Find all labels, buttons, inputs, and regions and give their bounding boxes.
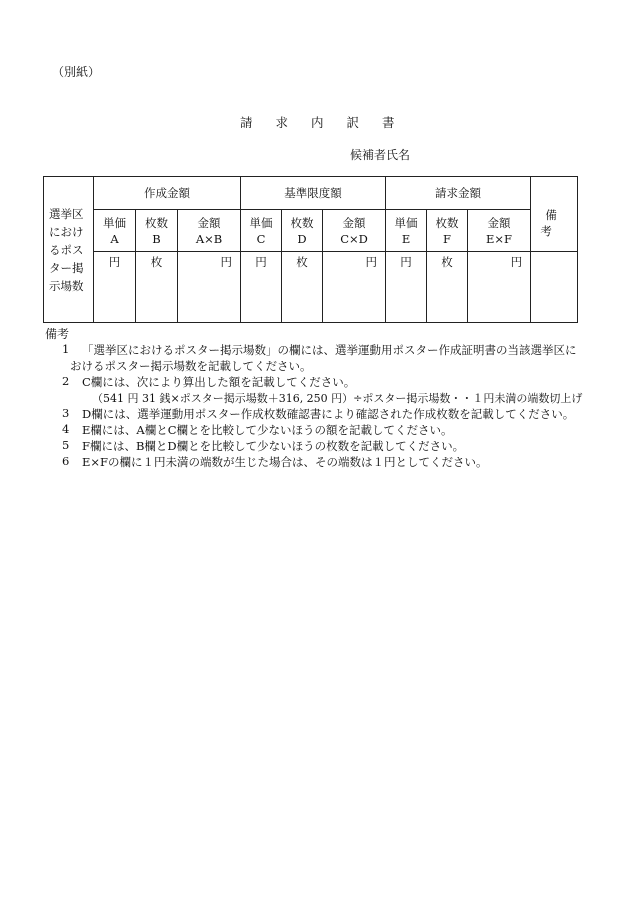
subheader-amount-cxd: 金額 C×D xyxy=(323,210,386,252)
candidate-name-label: 候補者氏名 xyxy=(350,148,411,162)
amount-exf-cell[interactable]: 円 xyxy=(468,252,531,323)
page-title: 請求内訳書 xyxy=(240,115,418,130)
note-number: 6 xyxy=(62,454,70,468)
subheader-unit-price-e: 単価 E xyxy=(386,210,427,252)
unit-price-e-cell[interactable]: 円 xyxy=(386,252,427,323)
note-3-line-1: D欄には、選挙運動用ポスター作成枚数確認書により確認された作成枚数を記載してください。 xyxy=(82,407,575,421)
row-label-line: 示場数 xyxy=(49,278,84,293)
table-group-header-row xyxy=(44,177,578,210)
note-number: 3 xyxy=(62,406,70,420)
subheader-count-f: 枚数 F xyxy=(427,210,468,252)
count-d-cell[interactable]: 枚 xyxy=(282,252,323,323)
table-subheader-row xyxy=(44,210,578,252)
note-4-line-1: E欄には、A欄とC欄とを比較して少ないほうの額を記載してください。 xyxy=(82,423,453,437)
row-label-line: ター掲 xyxy=(49,260,84,275)
amount-cxd-cell[interactable]: 円 xyxy=(323,252,386,323)
note-2-line-1: C欄には、次により算出した額を記載してください。 xyxy=(82,375,356,389)
note-number: 2 xyxy=(62,374,70,388)
remarks-header-cell: 備考 xyxy=(531,177,578,252)
unit-price-c-cell[interactable]: 円 xyxy=(241,252,282,323)
row-label-line: におけ xyxy=(49,224,84,239)
note-2-formula: （541 円 31 銭×ポスター掲示場数＋316, 250 円）÷ポスター掲示場数・・１円未満の端数切上げ xyxy=(92,392,583,405)
count-b-cell[interactable]: 枚 xyxy=(136,252,178,323)
poster-site-count-label-cell xyxy=(44,177,94,323)
notes-heading: 備考 xyxy=(45,327,70,341)
group-header-production-amount: 作成金額 xyxy=(94,177,241,210)
remarks-cell[interactable] xyxy=(531,252,578,323)
subheader-amount-exf: 金額 E×F xyxy=(468,210,531,252)
amount-axb-cell[interactable]: 円 xyxy=(178,252,241,323)
table-row xyxy=(44,252,578,323)
note-6-line-1: E×Fの欄に１円未満の端数が生じた場合は、その端数は１円としてください。 xyxy=(82,455,488,469)
subheader-amount-axb: 金額 A×B xyxy=(178,210,241,252)
claim-breakdown-table xyxy=(43,176,578,323)
note-number: 4 xyxy=(62,422,70,436)
row-label-line: 選挙区 xyxy=(49,206,84,221)
note-5-line-1: F欄には、B欄とD欄とを比較して少ないほうの枚数を記載してください。 xyxy=(82,439,465,453)
row-label-line: るポス xyxy=(49,242,84,257)
count-f-cell[interactable]: 枚 xyxy=(427,252,468,323)
note-number: 1 xyxy=(62,342,70,356)
note-1-line-2: おけるポスター掲示場数を記載してください。 xyxy=(70,359,312,373)
subheader-unit-price-c: 単価 C xyxy=(241,210,282,252)
group-header-standard-limit: 基準限度額 xyxy=(241,177,386,210)
subheader-count-d: 枚数 D xyxy=(282,210,323,252)
note-1-line-1: 「選挙区におけるポスター掲示場数」の欄には、選挙運動用ポスター作成証明書の当該選挙区に xyxy=(82,343,577,357)
group-header-claim-amount: 請求金額 xyxy=(386,177,531,210)
unit-price-a-cell[interactable]: 円 xyxy=(94,252,136,323)
note-number: 5 xyxy=(62,438,70,452)
subheader-unit-price-a: 単価 A xyxy=(94,210,136,252)
attachment-label: （別紙） xyxy=(52,65,101,79)
subheader-count-b: 枚数 B xyxy=(136,210,178,252)
